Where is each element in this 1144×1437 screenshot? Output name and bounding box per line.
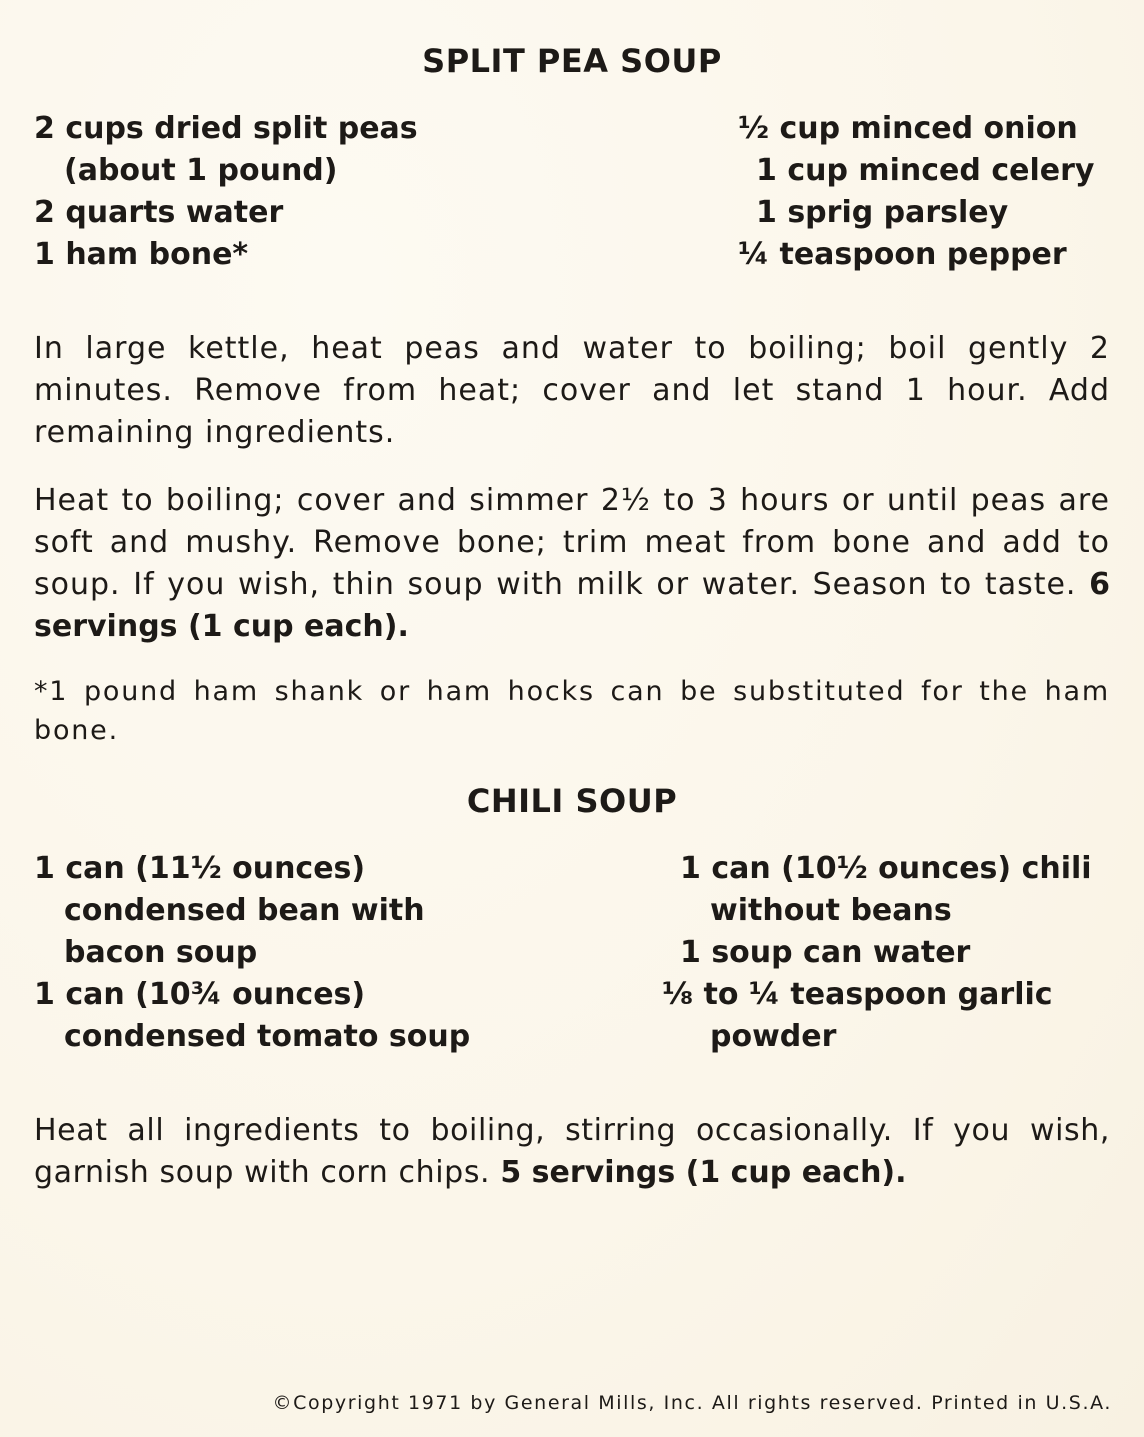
split-pea-ingredients-left — [34, 108, 418, 276]
step-text: Heat all ingredients to boiling, stirring occasionally. If you wish, garnish soup with corn chips. — [34, 1113, 1110, 1190]
chili-ingredients-right — [662, 848, 1092, 1058]
chili-step — [34, 1110, 1110, 1194]
split-pea-soup-title: SPLIT PEA SOUP — [422, 42, 722, 80]
step-text: Heat to boiling; cover and simmer 2½ to 3 hours or until peas are soft and mushy. Remove bone; trim meat from bone and add to soup. If you wish, thin soup with milk or water. Season to taste. — [34, 483, 1110, 602]
chili-soup-title: CHILI SOUP — [466, 782, 678, 820]
split-pea-ingredients-right — [738, 108, 1094, 276]
ingredient-item: 1 cup minced celery — [756, 153, 1095, 188]
ingredient-item: powder — [710, 1019, 837, 1054]
ingredient-item: ⅛ to ¼ teaspoon garlic — [662, 977, 1053, 1012]
split-pea-step-2 — [34, 480, 1110, 648]
ingredient-item: (about 1 pound) — [64, 153, 338, 188]
ingredient-item: 1 can (11½ ounces) — [34, 851, 366, 886]
split-pea-step-1: In large kettle, heat peas and water to boiling; boil gently 2 minutes. Remove from heat; cover and let stand 1 hour. Add remaining ingredients. — [34, 331, 1110, 450]
split-pea-footnote: *1 pound ham shank or ham hocks can be substituted for the ham bone. — [34, 676, 1110, 746]
ingredient-item: 1 can (10½ ounces) chili — [680, 851, 1092, 886]
ingredient-item: 2 quarts water — [34, 195, 284, 230]
copyright-notice: ©Copyright 1971 by General Mills, Inc. All rights reserved. Printed in U.S.A. — [272, 1392, 1112, 1414]
ingredient-item: condensed tomato soup — [64, 1019, 471, 1054]
servings-yield: 5 servings (1 cup each). — [500, 1155, 907, 1190]
ingredient-item: condensed bean with — [64, 893, 425, 928]
chili-ingredients-left — [34, 848, 470, 1058]
ingredient-item: 2 cups dried split peas — [34, 111, 418, 146]
ingredient-item: ½ cup minced onion — [738, 111, 1078, 146]
ingredient-item: bacon soup — [64, 935, 258, 970]
ingredient-item: without beans — [710, 893, 952, 928]
ingredient-item: 1 sprig parsley — [756, 195, 1009, 230]
servings-yield: 6 servings (1 cup each). — [34, 567, 1110, 644]
ingredient-item: 1 ham bone* — [34, 237, 249, 272]
ingredient-item: 1 soup can water — [680, 935, 971, 970]
ingredient-item: 1 can (10¾ ounces) — [34, 977, 366, 1012]
ingredient-item: ¼ teaspoon pepper — [738, 237, 1067, 272]
